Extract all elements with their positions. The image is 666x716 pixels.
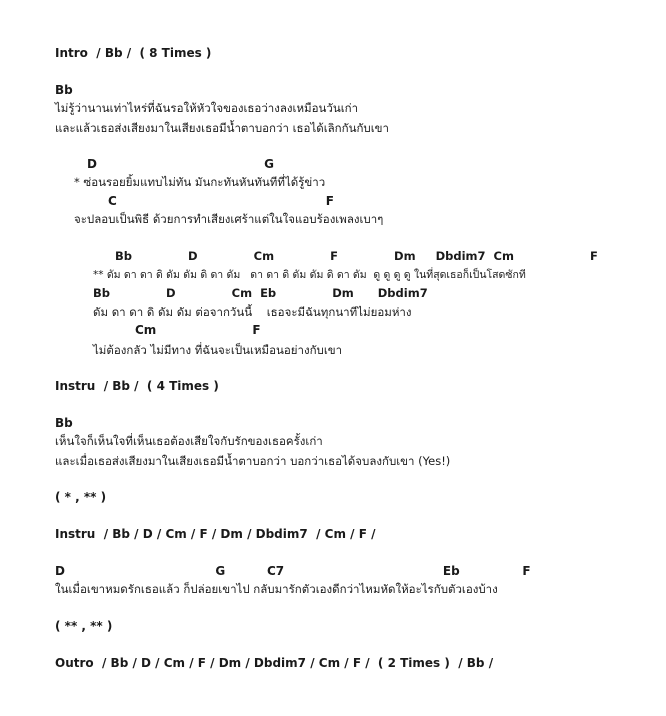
chorus-lyric-1: ** ดัม ดา ดา ดิ ดัม ดัม ดิ ดา ดัม ดา ดา ดิ ดัม ดัม ดิ ดา ดัม ดู ดู ดู ดู ในที่สุดเธอก็เป็นโสดซักที [93,269,526,281]
pre-chorus-chords-1: D G [87,157,274,171]
chorus-chords-1: Bb D Cm F Dm Dbdim7 Cm F [115,249,598,263]
verse2-lyric-2: และเมื่อเธอส่งเสียงมาในเสียงเธอมีน้ำตาบอกว่า บอกว่าเธอได้จบลงกับเขา (Yes!) [55,454,451,468]
bridge-chords: D G C7 Eb F [55,564,531,578]
outro-line: Outro / Bb / D / Cm / F / Dm / Dbdim7 / Cm / F / ( 2 Times ) / Bb / [55,656,494,670]
verse1-lyric-1: ไม่รู้ว่านานเท่าไหร่ที่ฉันรอให้หัวใจของเธอว่างลงเหมือนวันเก่า [55,101,359,115]
chorus-chords-2: Bb D Cm Eb Dm Dbdim7 [93,286,428,300]
verse1-chord: Bb [55,83,73,97]
pre-chorus-lyric-2: จะปลอบเป็นพิธี ด้วยการทำเสียงเศร้าแต่ในใจแอบร้องเพลงเบาๆ [74,212,384,226]
repeat-marker-1: ( * , ** ) [55,490,107,504]
repeat-marker-2: ( ** , ** ) [55,619,113,633]
instru-line-1: Instru / Bb / ( 4 Times ) [55,379,219,393]
chorus-lyric-2: ดัม ดา ดา ดิ ดัม ดัม ต่อจากวันนี้ เธอจะมีฉันทุกนาทีไม่ยอมห่าง [93,305,412,319]
instru-line-2: Instru / Bb / D / Cm / F / Dm / Dbdim7 / Cm / F / [55,527,376,541]
intro-line: Intro / Bb / ( 8 Times ) [55,46,212,60]
pre-chorus-chords-2: C F [108,194,334,208]
chorus-lyric-3: ไม่ต้องกลัว ไม่มีทาง ที่ฉันจะเป็นเหมือนอย่างกับเขา [93,343,343,357]
bridge-lyric: ในเมื่อเขาหมดรักเธอแล้ว ก็ปล่อยเขาไป กลับมารักตัวเองดีกว่าไหมหัดให้อะไรกับตัวเองบ้าง [55,582,498,596]
chorus-chords-3: Cm F [135,323,261,337]
verse2-lyric-1: เห็นใจก็เห็นใจที่เห็นเธอต้องเสียใจกับรักของเธอครั้งเก่า [55,434,323,448]
verse1-lyric-2: และแล้วเธอส่งเสียงมาในเสียงเธอมีน้ำตาบอกว่า เธอได้เลิกกันกับเขา [55,121,389,135]
pre-chorus-lyric-1: * ซ่อนรอยยิ้มแทบไม่ทัน มันกะทันหันทันทีที่ได้รู้ข่าว [74,175,326,189]
verse2-chord: Bb [55,416,73,430]
